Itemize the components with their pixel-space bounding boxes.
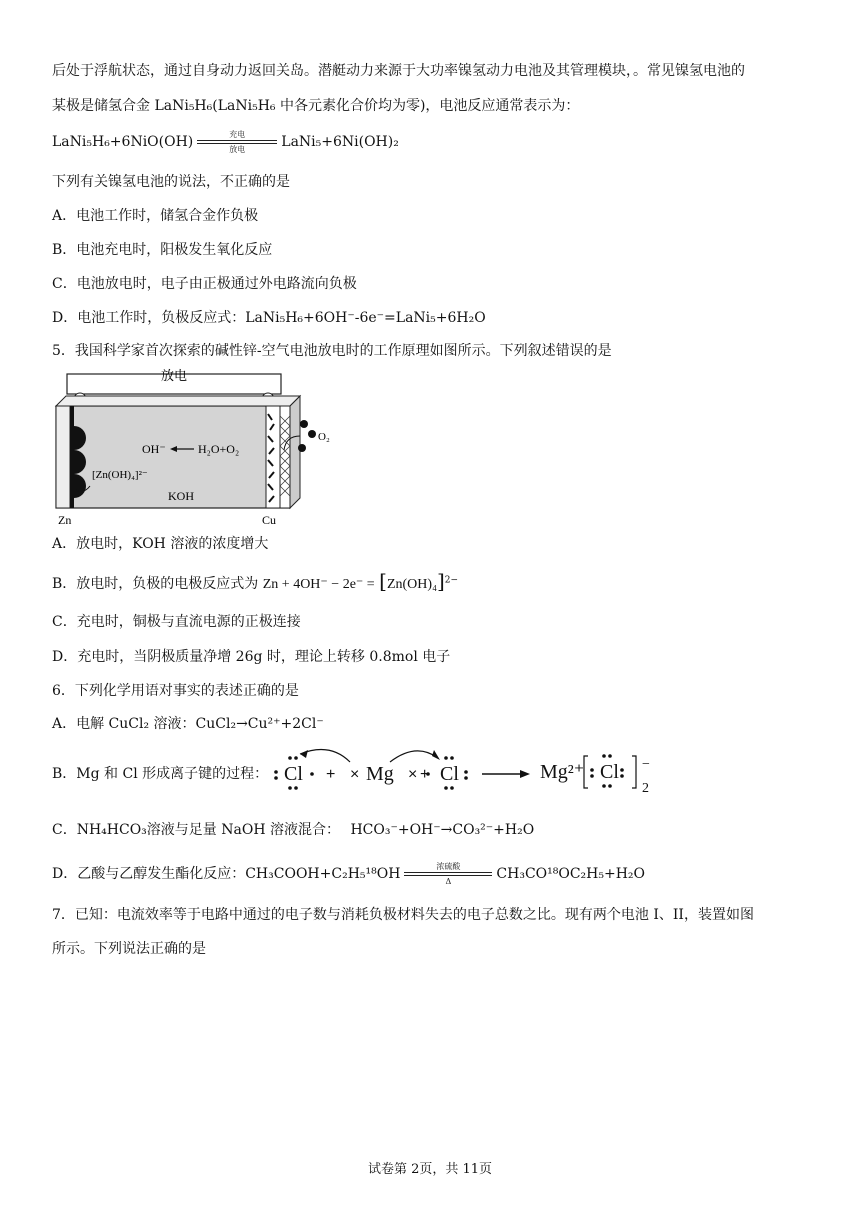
svg-text:×: × [408,766,418,783]
option-b [52,571,458,594]
zn-label: Zn [58,513,72,527]
koh-label: KOH [168,489,194,503]
equation-right: LaNi₅+6Ni(OH)₂ [281,134,399,150]
product-mg: Mg²⁺ [540,761,585,783]
bracket-open: [ [379,569,387,593]
question-stem: 5．我国科学家首次探索的碱性锌-空气电池放电时的工作原理如图所示。下列叙述错误的是 [52,343,612,359]
option-d: D．电池工作时，负极反应式：LaNi₅H₆+6OH⁻-6e⁻=LaNi₅+6H₂O [52,310,486,326]
question-stem: 7．已知：电流效率等于电路中通过的电子数与消耗负极材料失去的电子总数之比。现有两个电池 I、II，装置如图 [52,907,754,923]
zn-electrode [56,406,70,508]
option-b: B．Mg 和 Cl 形成离子键的过程： [52,766,269,782]
option-a: A．电解 CuCl₂ 溶液：CuCl₂→Cu²⁺+2Cl⁻ [52,716,324,732]
option-b-eq: Zn + 4OH⁻ − 2e⁻ = [262,577,375,592]
reaction-label: H₂O+O₂ [198,442,240,456]
option-b-prefix: B．放电时，负极的电极反应式为 [52,576,259,592]
bracket-close: ] [436,569,445,593]
double-arrow-icon [197,139,277,145]
figure-title: 放电 [160,368,188,383]
cl-right: Cl [440,763,459,785]
cu-label: Cu [262,513,277,527]
option-c-eq: HCO₃⁻+OH⁻→CO₃²⁻+H₂O [350,822,535,838]
option-d-left: D．乙酸与乙醇发生酯化反应：CH₃COOH+C₂H₅¹⁸OH [52,866,401,882]
option-d: D．充电时，当阴极质量净增 26g 时，理论上转移 0.8mol 电子 [52,649,451,665]
option-c: C．电池放电时，电子由正极通过外电路流向负极 [52,276,357,292]
equation-left: LaNi₅H₆+6NiO(OH) [52,134,194,150]
option-a: A．放电时，KOH 溶液的浓度增大 [52,536,269,552]
svg-text:+: + [420,766,430,783]
equation-nimh [52,130,399,154]
page-footer: 试卷第 2页，共 11页 [367,1162,493,1177]
mg-atom: Mg [366,763,394,785]
arrow-bottom-label: Δ [445,877,452,886]
double-arrow-icon [404,871,492,877]
question-stem-cont: 所示。下列说法正确的是 [52,941,206,957]
arrow-top-label: 浓硫酸 [436,862,461,871]
svg-text:+: + [326,766,336,783]
option-a: A．电池工作时，储氢合金作负极 [52,208,259,224]
text-line: 某极是储氢合金 LaNi₅H₆(LaNi₅H₆ 中各元素化合价均为零)，电池反应通常表示为： [52,98,580,114]
arrow-bottom-label: 放电 [229,145,246,154]
svg-text:×: × [350,766,360,783]
zinc-air-battery-figure [48,366,340,528]
cl-left: Cl [284,763,303,785]
option-c [52,821,534,839]
question-stem: 6．下列化学用语对事实的表述正确的是 [52,683,299,699]
option-d-right: CH₃CO¹⁸OC₂H₅+H₂O [496,866,646,882]
option-b: B．电池充电时，阳极发生氧化反应 [52,242,273,258]
o2-label: O₂ [318,431,330,443]
option-c-text: C．NH₄HCO₃溶液与足量 NaOH 溶液混合： [52,822,340,838]
complex-label: [Zn(OH)₄]²⁻ [92,469,148,481]
lewis-structure-diagram [270,748,660,798]
text-line: 后处于浮航状态，通过自身动力返回关岛。潜艇动力来源于大功率镍氢动力电池及其管理模块，。常见镍氢电池的 [52,63,745,79]
arrow-top-label: 充电 [229,130,246,139]
catalyst-layer [266,406,280,508]
question-stem: 下列有关镍氢电池的说法，不正确的是 [52,174,290,190]
reversible-arrow [197,130,277,154]
product-cl: Cl [600,761,619,783]
reversible-arrow [404,862,492,886]
option-b-complex: Zn(OH)₄ [386,577,437,592]
option-b-charge: 2− [444,575,459,586]
oh-label: OH⁻ [142,442,166,456]
product-sub: 2 [642,781,649,796]
product-charge: − [642,757,650,772]
option-d [52,862,645,886]
option-c: C．充电时，铜极与直流电源的正极连接 [52,614,301,630]
